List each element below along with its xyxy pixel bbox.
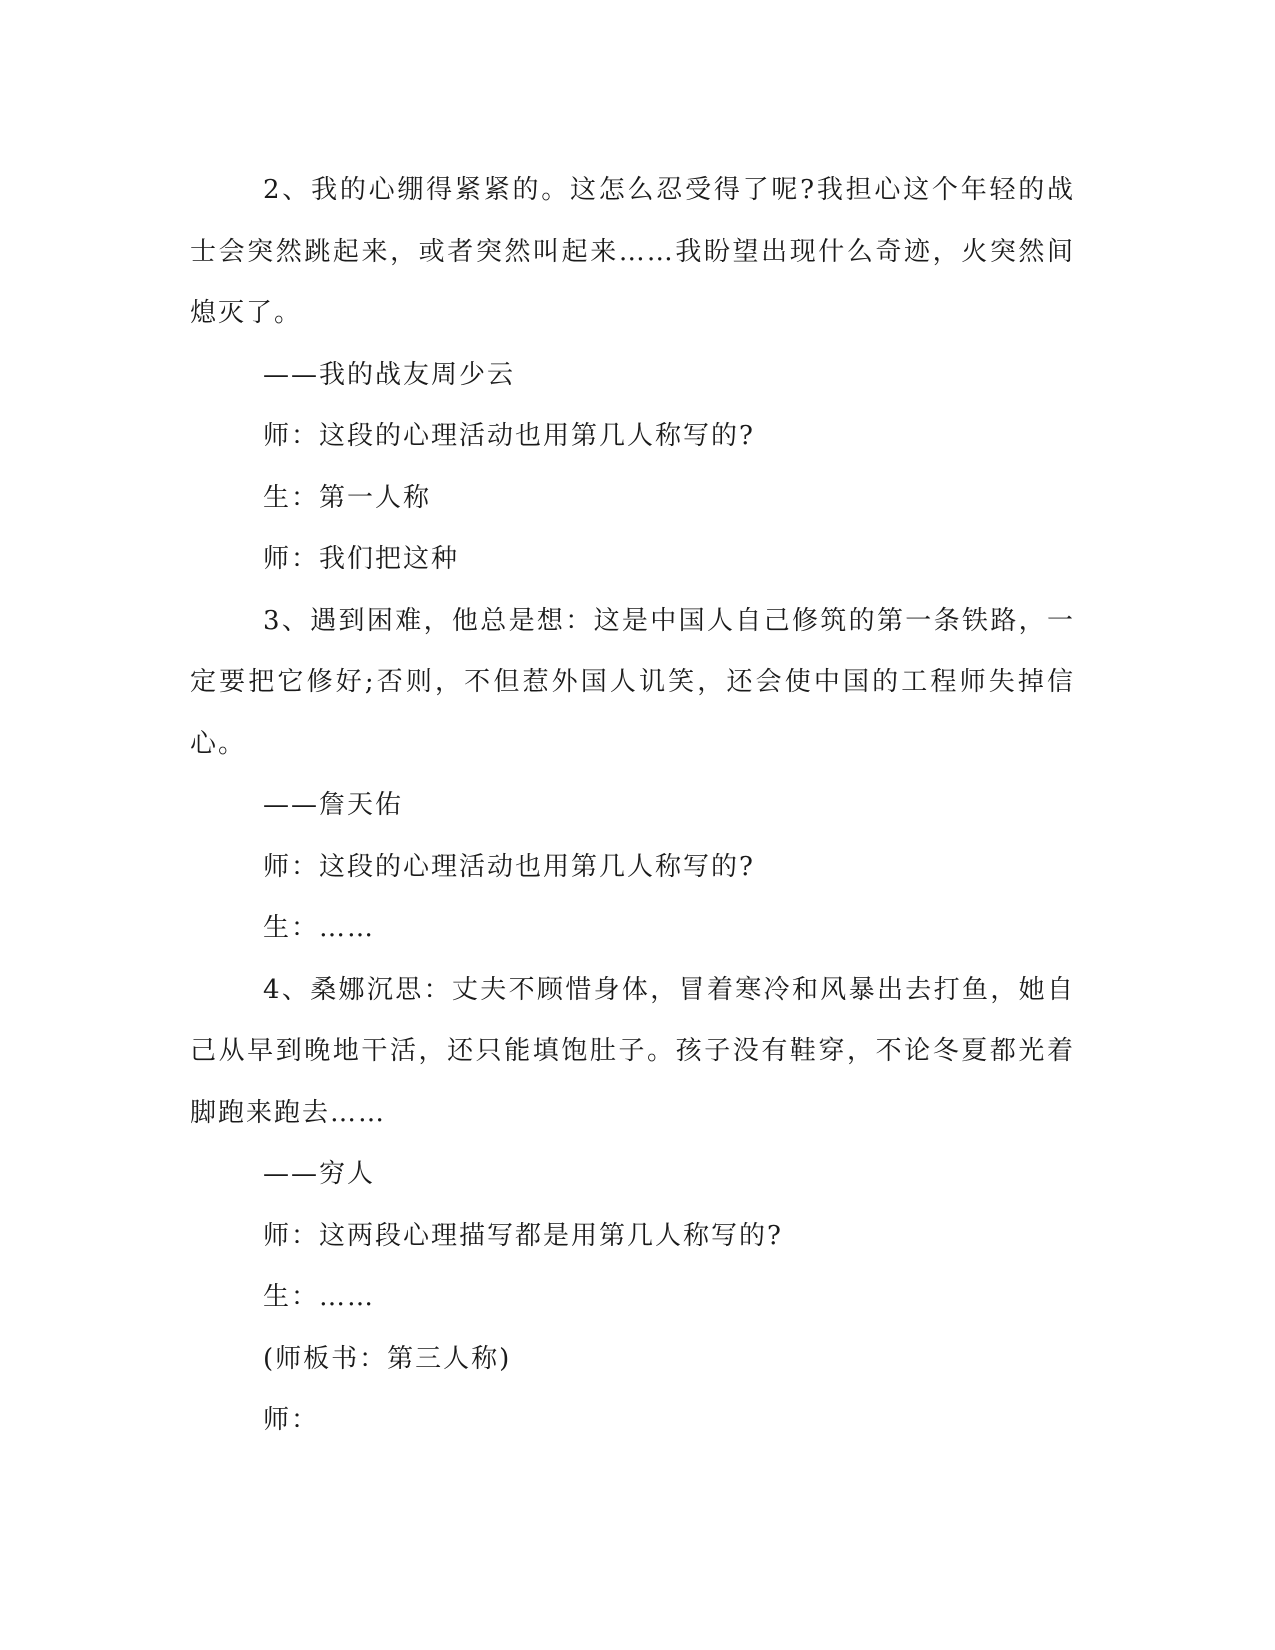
document-body — [190, 160, 1075, 1452]
paragraph-example-3: 3、遇到困难，他总是想：这是中国人自己修筑的第一条铁路，一定要把它修好;否则，不但惹外国人讥笑，还会使中国的工程师失掉信心。 — [190, 605, 1075, 759]
student-answer-2: 生：…… — [263, 913, 376, 943]
paragraph-example-4: 4、桑娜沉思：丈夫不顾惜身体，冒着寒冷和风暴出去打鱼，她自己从早到晚地干活，还只能填饱肚子。孩子没有鞋穿，不论冬夏都光着脚跑来跑去…… — [190, 974, 1075, 1128]
source-zhan-tianyou: ——詹天佑 — [263, 790, 404, 820]
source-qiong-ren: ——穷人 — [263, 1159, 376, 1189]
teacher-question-1: 师：这段的心理活动也用第几人称写的? — [263, 421, 755, 451]
paragraph-example-2: 2、我的心绷得紧紧的。这怎么忍受得了呢?我担心这个年轻的战士会突然跳起来，或者突然叫起来……我盼望出现什么奇迹，火突然间熄灭了。 — [190, 175, 1075, 328]
board-note: (师板书：第三人称) — [263, 1343, 512, 1374]
student-answer-3: 生：…… — [263, 1282, 376, 1312]
source-zhou-shaoyun: ——我的战友周少云 — [263, 359, 516, 390]
teacher-question-3: 师：这两段心理描写都是用第几人称写的? — [263, 1220, 783, 1251]
teacher-remark-2: 师： — [263, 1405, 320, 1435]
teacher-question-2: 师：这段的心理活动也用第几人称写的? — [263, 851, 755, 882]
student-answer-1: 生：第一人称 — [263, 482, 432, 513]
teacher-remark-1: 师：我们把这种 — [263, 544, 460, 574]
